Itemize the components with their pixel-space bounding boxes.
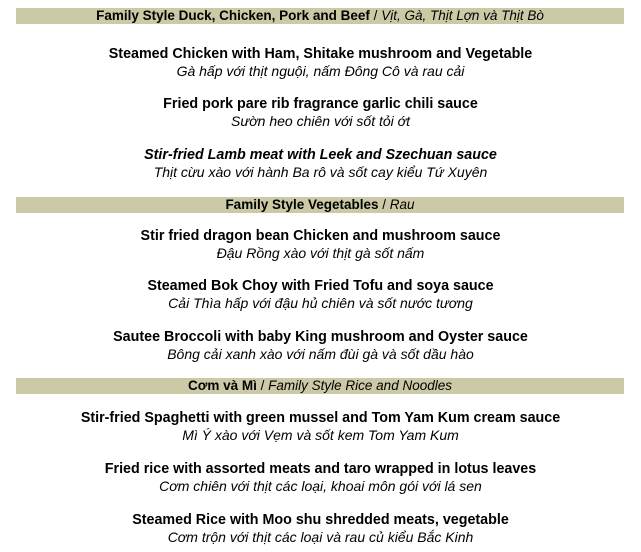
section-header-title: Family Style Duck, Chicken, Pork and Beef bbox=[96, 8, 370, 23]
section-header-translation: Rau bbox=[389, 197, 415, 212]
section-header-separator: / bbox=[378, 197, 390, 212]
dish-name: Steamed Chicken with Ham, Shitake mushroom and Vegetable bbox=[108, 46, 533, 62]
menu-item bbox=[0, 329, 641, 363]
dish-translation: Cải Thìa hấp với đậu hủ chiên và sốt nước tương bbox=[168, 295, 473, 311]
dish-name: Fried rice with assorted meats and taro wrapped in lotus leaves bbox=[104, 461, 537, 477]
menu-item bbox=[0, 410, 641, 444]
dish-name: Stir fried dragon bean Chicken and mushroom sauce bbox=[140, 228, 501, 244]
menu-item bbox=[0, 46, 641, 80]
menu-item bbox=[0, 278, 641, 312]
dish-translation: Sườn heo chiên với sốt tỏi ớt bbox=[230, 113, 410, 129]
dish-name: Sautee Broccoli with baby King mushroom and Oyster sauce bbox=[113, 329, 528, 345]
dish-name: Stir-fried Spaghetti with green mussel and Tom Yam Kum cream sauce bbox=[80, 410, 561, 426]
dish-translation: Thịt cừu xào với hành Ba rô và sốt cay kiểu Tứ Xuyên bbox=[153, 164, 488, 180]
dish-name: Fried pork pare rib fragrance garlic chili sauce bbox=[163, 96, 478, 112]
section-header-separator: / bbox=[256, 378, 269, 393]
section-header-separator: / bbox=[369, 8, 382, 23]
section-header-title: Cơm và Mì bbox=[188, 378, 257, 393]
section-header-translation: Vịt, Gà, Thịt Lợn và Thịt Bò bbox=[381, 8, 544, 23]
dish-translation: Cơm trộn với thịt các loại và rau củ kiểu Bắc Kinh bbox=[167, 529, 474, 545]
dish-translation: Bông cải xanh xào với nấm đùi gà và sốt dầu hào bbox=[167, 346, 474, 362]
dish-translation: Cơm chiên với thịt các loại, khoai môn gói với lá sen bbox=[159, 478, 482, 494]
dish-translation: Đậu Rồng xào với thịt gà sốt nấm bbox=[216, 245, 425, 261]
section-header-meats bbox=[16, 8, 624, 24]
menu-item bbox=[0, 228, 641, 262]
menu-item bbox=[0, 96, 641, 130]
dish-translation: Mì Ý xào với Vẹm và sốt kem Tom Yam Kum bbox=[182, 427, 459, 443]
dish-name: Stir-fried Lamb meat with Leek and Szechuan sauce bbox=[144, 147, 497, 163]
dish-name: Steamed Rice with Moo shu shredded meats, vegetable bbox=[132, 512, 509, 528]
section-header-rice-noodles bbox=[16, 378, 624, 394]
section-header-vegetables bbox=[16, 197, 624, 213]
section-header-translation: Family Style Rice and Noodles bbox=[268, 378, 452, 393]
dish-name: Steamed Bok Choy with Fried Tofu and soya sauce bbox=[147, 278, 494, 294]
dish-translation: Gà hấp với thịt nguội, nấm Đông Cô và rau cải bbox=[176, 63, 465, 79]
menu-item bbox=[0, 512, 641, 546]
menu-item bbox=[0, 461, 641, 495]
section-header-title: Family Style Vegetables bbox=[225, 197, 379, 212]
menu-item bbox=[0, 147, 641, 181]
